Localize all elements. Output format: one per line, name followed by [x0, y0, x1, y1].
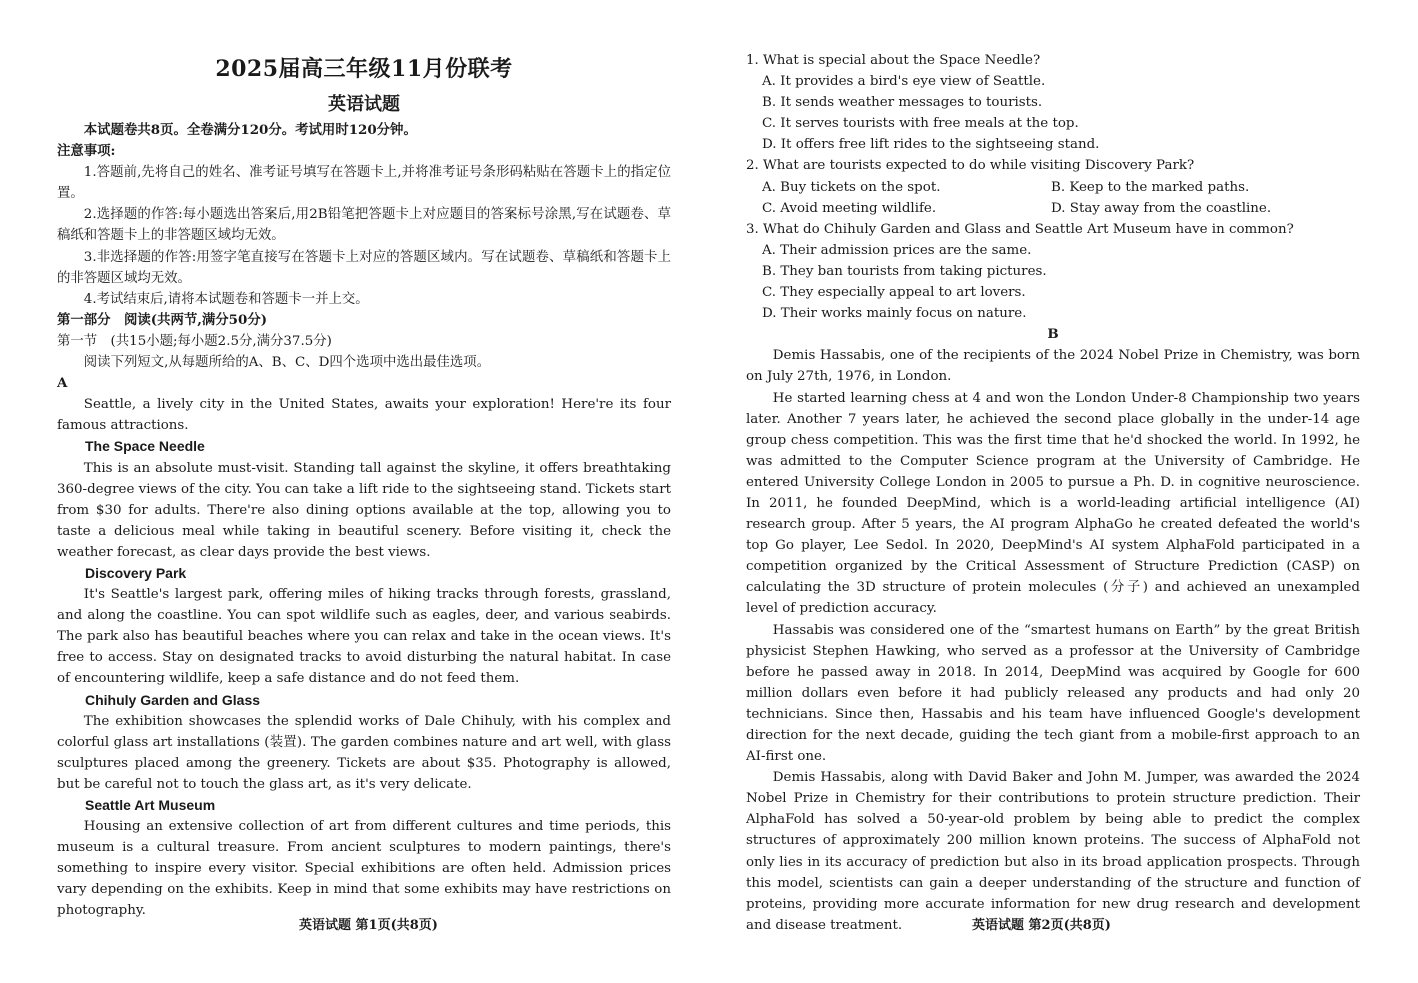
- question-option: C. It serves tourists with free meals at the top.: [762, 116, 1079, 132]
- section-heading: 第一节 (共15小题;每小题2.5分,满分37.5分): [57, 333, 332, 349]
- attraction-title: Chihuly Garden and Glass: [85, 691, 261, 708]
- passage-b-paragraph: Demis Hassabis, one of the recipients of the 2024 Nobel Prize in Chemistry, was born on July 27th, 1976, in London.: [746, 348, 1360, 385]
- page-footer: 英语试题 第2页(共8页): [972, 918, 1111, 933]
- attraction-title: Seattle Art Museum: [85, 797, 216, 813]
- attraction-text: The exhibition showcases the splendid works of Dale Chihuly, with his complex and colorful glass art installations (装置). The garden combines nature and art well, with glass sculptures placed among the greenery. Tickets are about $35. Photography is allowed, but be careful not to touch the glass art, as it's very delicate.: [57, 713, 671, 792]
- passage-b-paragraph: He started learning chess at 4 and won the London Under-8 Championship two years later. Another 7 years later, he achieved the second place globally in the under-14 age group chess competition. This was the first time that he'd shocked the world. In 1992, he was admitted to the Computer Science program at the University of Cambridge. He entered University College London in 2005 to pursue a Ph. D. in cognitive neuroscience. In 2011, he founded DeepMind, which is a world-leading artificial intelligence (AI) research group. After 5 years, the AI program AlphaGo he created defeated the world's top Go player, Lee Sedol. In 2020, DeepMind's AI system AlphaFold participated in a competition organized by the Critical Assessment of Structure Prediction (CASP) on calculating the 3D structure of protein molecules (分子) and achieved an unexampled level of prediction accuracy.: [746, 390, 1360, 617]
- attraction-text: This is an absolute must-visit. Standing tall against the skyline, it offers breathtaking 360-degree views of the city. You can take a lift ride to the sightseeing stand. Tickets start from $30 for adults. There're also dining options available at the top, allowing you to taste a delicious meal while taking in beautiful scenery. Before visiting it, check the weather forecast, as clear days provide the best views.: [57, 460, 671, 560]
- reading-instruction: 阅读下列短文,从每题所给的A、B、C、D四个选项中选出最佳选项。: [83, 355, 491, 371]
- attraction-title: The Space Needle: [85, 438, 205, 455]
- passage-b-label: B: [1047, 326, 1059, 343]
- question-option: A. Their admission prices are the same.: [762, 242, 1032, 258]
- question-option: A. Buy tickets on the spot.: [762, 179, 941, 195]
- question-option: D. Their works mainly focus on nature.: [762, 306, 1027, 322]
- page-1-body: [57, 120, 671, 922]
- question-option: D. Stay away from the coastline.: [1051, 200, 1272, 216]
- notice-heading: 注意事项:: [57, 143, 116, 160]
- question-option: A. It provides a bird's eye view of Seattle.: [762, 74, 1046, 90]
- attraction-title: Discovery Park: [85, 564, 187, 581]
- question-option: D. It offers free lift rides to the sightseeing stand.: [762, 137, 1100, 153]
- question-option: B. They ban tourists from taking pictures.: [762, 263, 1047, 279]
- notice-item: 4.考试结束后,请将本试题卷和答题卡一并上交。: [83, 291, 369, 307]
- exam-subtitle: 英语试题: [328, 94, 400, 115]
- option-row: [762, 198, 1360, 219]
- attraction-text: It's Seattle's largest park, offering miles of hiking tracks through forests, grassland, and along the coastline. You can spot wildlife such as eagles, deer, and various seabirds. The park also has beautiful beaches where you can relax and take in the ocean views. It's free to access. Stay on designated tracks to avoid disturbing the natural habitat. In case of encountering wildlife, keep a safe distance and do not feed them.: [57, 587, 671, 687]
- passage-a-label: A: [57, 375, 68, 392]
- passage-a-intro: Seattle, a lively city in the United States, awaits your exploration! Here're its four famous attractions.: [57, 397, 671, 434]
- page-2-body: [746, 50, 1360, 936]
- question-option: B. Keep to the marked paths.: [1051, 179, 1250, 195]
- attraction-text: Housing an extensive collection of art from different cultures and time periods, this museum is a cultural treasure. From ancient sculptures to modern paintings, there's something to inspire every visitor. Special exhibitions are often held. Admission prices vary depending on the exhibits. Keep in mind that some exhibits may have restrictions on photography.: [57, 819, 671, 919]
- option-row: [762, 177, 1360, 198]
- question-stem: 3. What do Chihuly Garden and Glass and Seattle Art Museum have in common?: [746, 221, 1294, 237]
- page-footer: 英语试题 第1页(共8页): [299, 918, 438, 933]
- question-stem: 1. What is special about the Space Needle?: [746, 53, 1041, 68]
- passage-b-paragraph: Hassabis was considered one of the “smartest humans on Earth” by the great British physicist Stephen Hawking, who served as a professor at the University of Cambridge before he passed away in 2018. In 2014, DeepMind was acquired by Google for 600 million dollars even before it had publicly released any products and had only 20 technicians. Since then, Hassabis and his team have influenced Google's development direction for the next decade, guiding the tech giant from a mobile-first approach to an AI-first one.: [746, 622, 1360, 765]
- exam-title: 2025届高三年级11月份联考: [215, 56, 513, 82]
- passage-b-paragraph: Demis Hassabis, along with David Baker and John M. Jumper, was awarded the 2024 Nobel Prize in Chemistry for their contributions to protein structure prediction. Their AlphaFold has solved a 50-year-old problem by being able to predict the complex structures of approximately 200 million known proteins. The success of AlphaFold not only lies in its accuracy of prediction but also in its broad application prospects. Through this model, scientists can gain a deeper understanding of the structure and function of proteins, providing more accurate information for new drug research and development and disease treatment.: [746, 770, 1360, 933]
- question-stem: 2. What are tourists expected to do while visiting Discovery Park?: [746, 158, 1195, 174]
- notice-item: 3.非选择题的作答:用签字笔直接写在答题卡上对应的答题区域内。写在试题卷、草稿纸和答题卡上的非答题区域均无效。: [57, 249, 671, 286]
- part-heading: 第一部分 阅读(共两节,满分50分): [57, 311, 268, 328]
- notice-item: 1.答题前,先将自己的姓名、准考证号填写在答题卡上,并将准考证号条形码粘贴在答题卡上的指定位置。: [57, 165, 671, 202]
- notice-item: 2.选择题的作答:每小题选出答案后,用2B铅笔把答题卡上对应题目的答案标号涂黑,写在试题卷、草稿纸和答题卡上的非答题区域均无效。: [57, 207, 671, 244]
- question-option: C. Avoid meeting wildlife.: [762, 200, 937, 216]
- exam-intro: 本试题卷共8页。全卷满分120分。考试用时120分钟。: [83, 122, 417, 138]
- question-option: C. They especially appeal to art lovers.: [762, 285, 1026, 301]
- question-option: B. It sends weather messages to tourists.: [762, 95, 1043, 111]
